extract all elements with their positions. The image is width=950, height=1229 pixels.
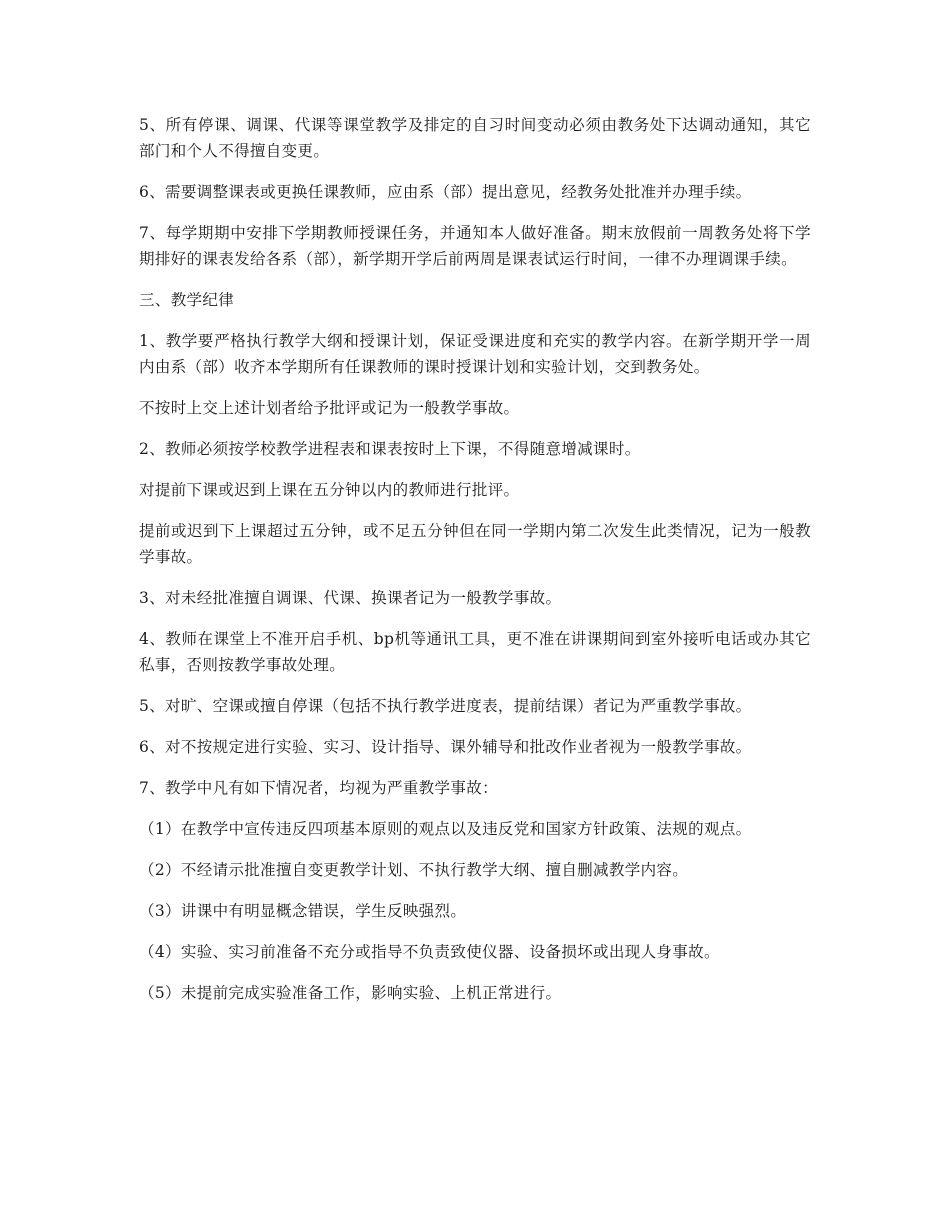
list-item-serious-accident-3: （3）讲课中有明显概念错误，学生反映强烈。 xyxy=(139,902,467,920)
list-item-serious-accident-5: （5）未提前完成实验准备工作，影响实验、上机正常进行。 xyxy=(139,984,562,1002)
paragraph-rule-7-teaching-assignment: 7、每学期期中安排下学期教师授课任务，并通知本人做好准备。期末放假前一周教务处将下学期排好的课表发给各系（部），新学期开学后前两周是课表试运行时间，一律不办理调课手续。 xyxy=(139,224,811,268)
document-page xyxy=(139,112,811,1021)
paragraph-discipline-4: 4、教师在课堂上不准开启手机、bp机等通讯工具，更不准在讲课期间到室外接听电话或办其它私事，否则按教学事故处理。 xyxy=(139,630,811,674)
paragraph-discipline-2-note-a: 对提前下课或迟到上课在五分钟以内的教师进行批评。 xyxy=(139,481,520,499)
list-item-serious-accident-1: （1）在教学中宣传违反四项基本原则的观点以及违反党和国家方针政策、法规的观点。 xyxy=(139,820,752,838)
paragraph-discipline-2-note-b: 提前或迟到下上课超过五分钟，或不足五分钟但在同一学期内第二次发生此类情况，记为一般教学事故。 xyxy=(139,522,811,566)
paragraph-discipline-1-note: 不按时上交上述计划者给予批评或记为一般教学事故。 xyxy=(139,399,520,417)
paragraph-discipline-3: 3、对未经批准擅自调课、代课、换课者记为一般教学事故。 xyxy=(139,589,562,607)
paragraph-discipline-6: 6、对不按规定进行实验、实习、设计指导、课外辅导和批改作业者视为一般教学事故。 xyxy=(139,738,752,756)
paragraph-discipline-1: 1、教学要严格执行教学大纲和授课计划，保证受课进度和充实的教学内容。在新学期开学一周内由系（部）收齐本学期所有任课教师的课时授课计划和实验计划，交到教务处。 xyxy=(139,332,811,376)
paragraph-rule-6-timetable-adjust: 6、需要调整课表或更换任课教师，应由系（部）提出意见，经教务处批准并办理手续。 xyxy=(139,183,752,201)
paragraph-discipline-5: 5、对旷、空课或擅自停课（包括不执行教学进度表，提前结课）者记为严重教学事故。 xyxy=(139,697,752,715)
list-item-serious-accident-2: （2）不经请示批准擅自变更教学计划、不执行教学大纲、擅自删减教学内容。 xyxy=(139,861,689,879)
list-item-serious-accident-4: （4）实验、实习前准备不充分或指导不负责致使仪器、设备损坏或出现人身事故。 xyxy=(139,943,720,961)
paragraph-rule-5-schedule-change: 5、所有停课、调课、代课等课堂教学及排定的自习时间变动必须由教务处下达调动通知，其它部门和个人不得擅自变更。 xyxy=(139,116,811,160)
paragraph-discipline-2: 2、教师必须按学校教学进程表和课表按时上下课，不得随意增减课时。 xyxy=(139,440,641,458)
section-heading-teaching-discipline: 三、教学纪律 xyxy=(139,291,235,309)
paragraph-discipline-7: 7、教学中凡有如下情况者，均视为严重教学事故： xyxy=(139,779,498,797)
